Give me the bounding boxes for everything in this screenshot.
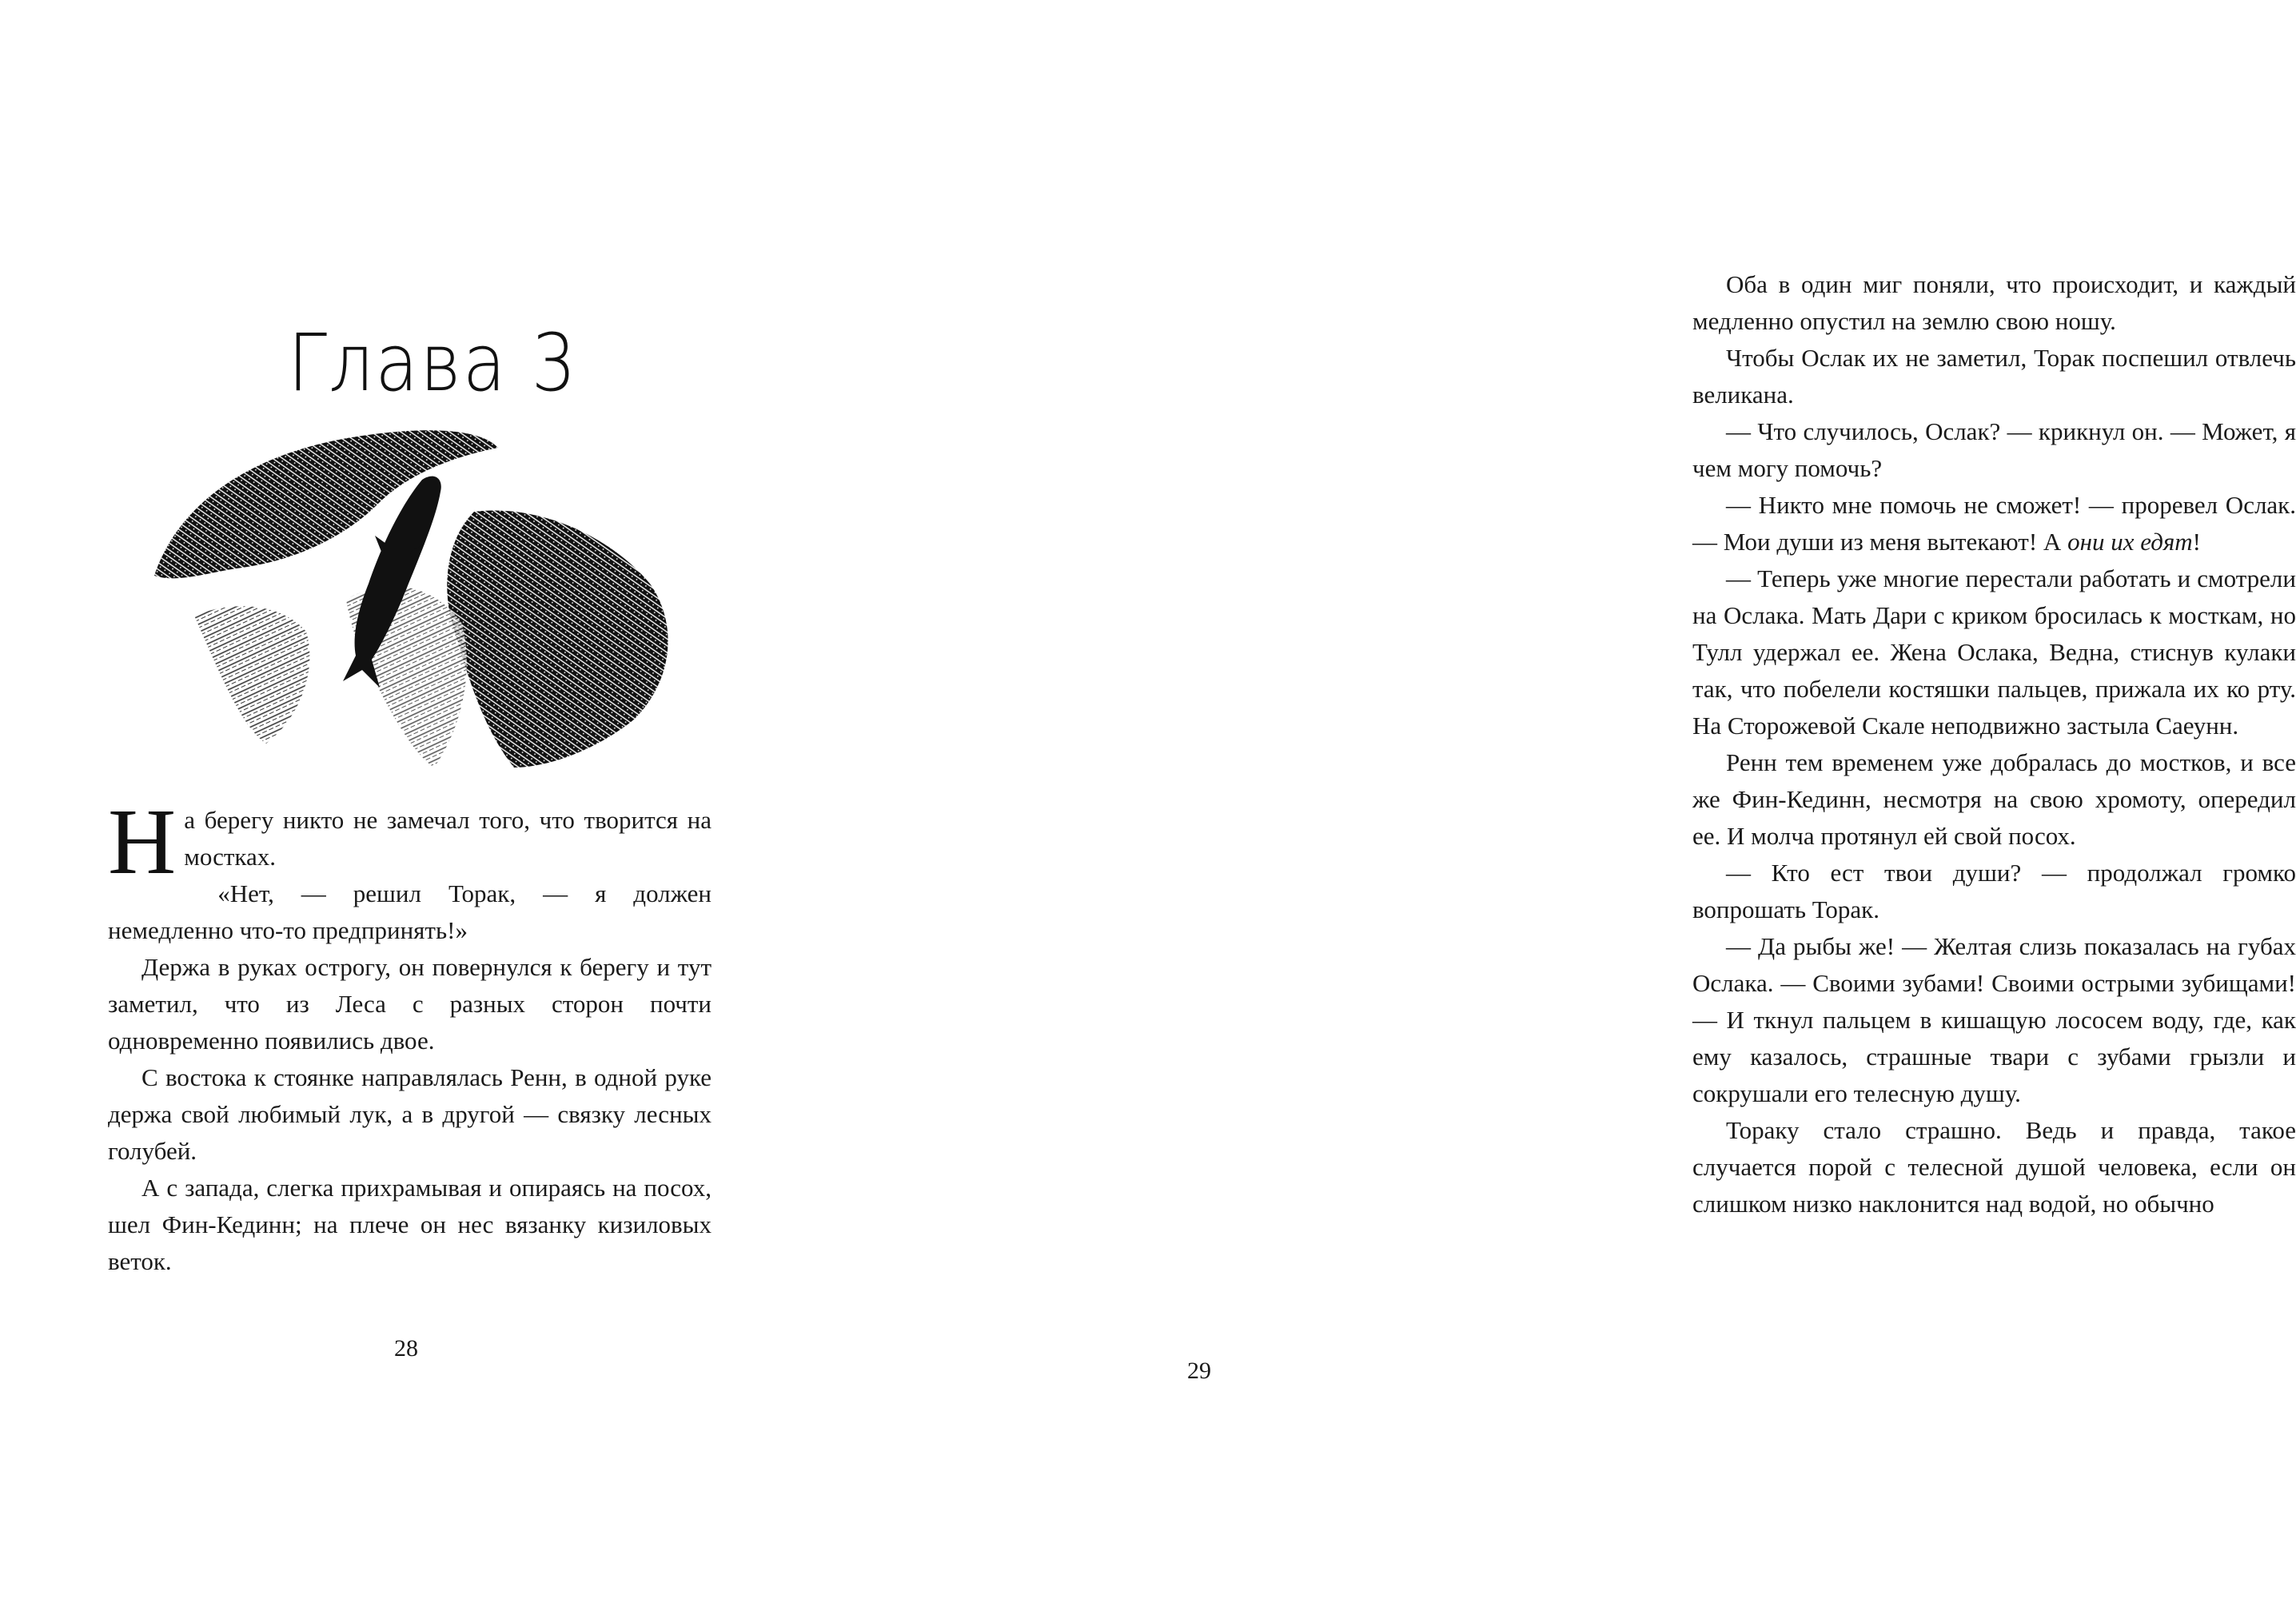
paragraph: — Теперь уже многие перестали работать и смотрели на Ослака. Мать Дари с криком бросилась к мосткам, но Тулл удержал ее. Жена Ослака, Ведна, стиснув кулаки так, что побелели костяшки пальцев, прижала их ко рту. На Сторожевой Скале неподвижно застыла Саеунн. xyxy=(1692,564,2296,740)
page-number: 28 xyxy=(394,1335,418,1362)
paragraph: — Да рыбы же! — Желтая слизь показалась на губах Ослака. — Своими зубами! Своими острыми зубищами! — И ткнул пальцем в кишащую лососем воду, где, как ему казалось, страшные твари с зубами грызли и сокрушали его телесную душу. xyxy=(1692,932,2296,1107)
salmon-illustration xyxy=(146,416,690,784)
paragraph: С востока к стоянке направлялась Ренн, в одной руке держа свой любимый лук, а в другой — связку лесных голубей. xyxy=(108,1063,712,1165)
paragraph: Оба в один миг поняли, что происходит, и каждый медленно опустил на землю свою ношу. xyxy=(1692,270,2296,335)
wave-lower-left xyxy=(194,606,309,744)
page-number: 29 xyxy=(1187,1358,1211,1384)
paragraph: А с запада, слегка прихрамывая и опираясь на посох, шел Фин-Кединн; на плече он нес вязанку кизиловых веток. xyxy=(108,1174,712,1275)
left-page xyxy=(0,0,799,1599)
wave-right xyxy=(447,510,668,768)
right-page xyxy=(799,0,2296,1599)
paragraph-text: а берегу никто не замечал того, что творится на мостках. xyxy=(184,806,712,871)
paragraph: — Что случилось, Ослак? — крикнул он. — Может, я чем могу помочь? xyxy=(1692,417,2296,482)
paragraph: Держа в руках острогу, он повернулся к берегу и тут заметил, что из Леса с разных сторон почти одновременно появились двое. xyxy=(108,953,712,1055)
left-page-text xyxy=(108,789,712,1280)
paragraph: Тораку стало страшно. Ведь и правда, такое случается порой с телесной душой человека, если он слишком низко наклонится над водой, но обычно xyxy=(1692,1116,2296,1218)
italic-text: они их едят xyxy=(2067,528,2193,556)
paragraph: Чтобы Ослак их не заметил, Торак поспешил отвлечь великана. xyxy=(1692,344,2296,409)
wave-upper xyxy=(154,430,498,578)
paragraph: «Нет, — решил Торак, — я должен немедленно что-то предпринять!» xyxy=(108,879,712,944)
dropcap: Н xyxy=(108,789,177,894)
paragraph: Ренн тем временем уже добралась до мостков, и все же Фин-Кединн, несмотря на свою хромоту, опередил ее. И молча протянул ей свой посох. xyxy=(1692,748,2296,850)
paragraph: — Никто мне помочь не сможет! — проревел Ослак. — Мои души из меня вытекают! А они их едят! xyxy=(1692,491,2296,556)
right-page-text xyxy=(1692,266,2296,1222)
paragraph xyxy=(108,789,712,894)
paragraph: — Кто ест твои души? — продолжал громко вопрошать Торак. xyxy=(1692,859,2296,923)
chapter-title: Глава 3 xyxy=(288,317,578,409)
